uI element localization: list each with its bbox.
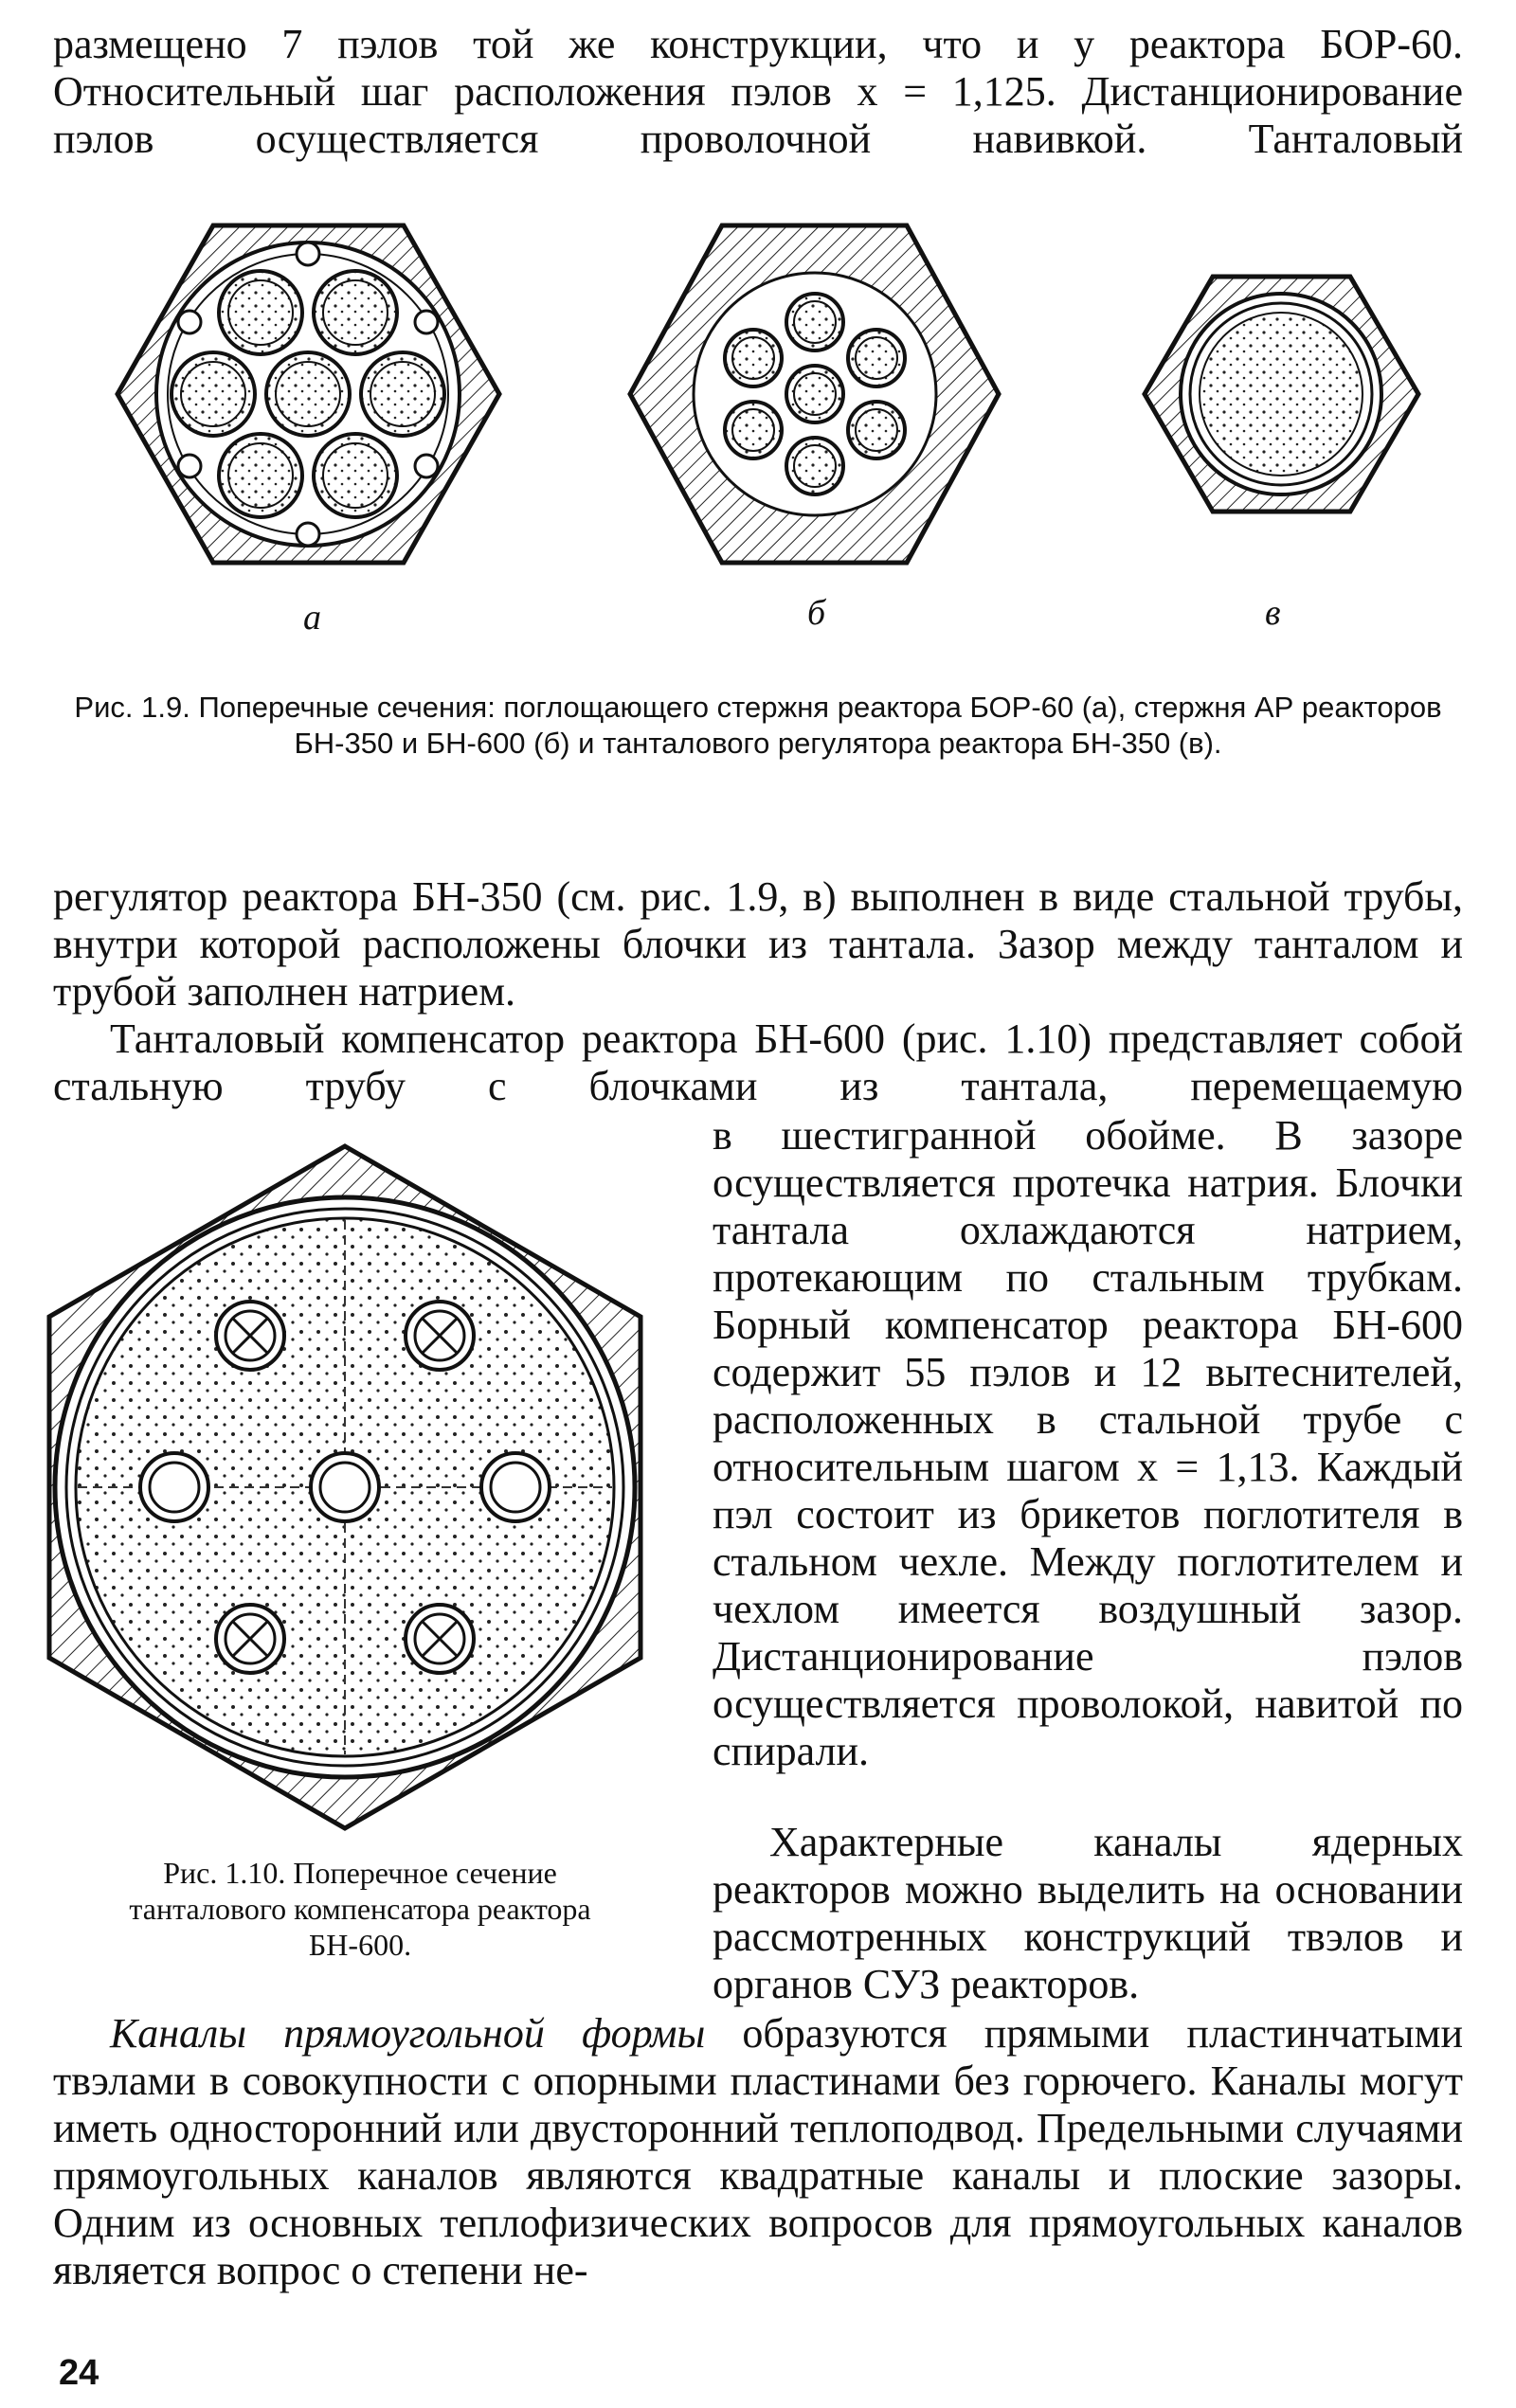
section-b-drawing: [630, 225, 999, 563]
paragraph-final-text: образуются прямыми пластинчатыми твэлами в совокупности с опорными пластинами без горючего. Каналы могут иметь односторонний или двусторонний теплоподвод. Предельными случаями прямоугольных каналов являются квадратные каналы и плоские зазоры. Одним из основных теплофизических вопросов для прямоугольных каналов является вопрос о степени не-: [53, 2010, 1463, 2293]
paragraph-compensator-lead: Танталовый компенсатор реактора БН-600 (рис. 1.10) представляет собой стальную трубу с блочками из тантала, перемещаемую: [53, 1015, 1463, 1109]
figure-label-c: в: [1265, 593, 1281, 633]
page-number: 24: [59, 2353, 99, 2393]
paragraph-top: размещено 7 пэлов той же конструкции, что и у реактора БОР-60. Относительный шаг расположения пэлов x = 1,125. Дистанционирование пэлов осуществляется проволочной навивкой. Танталовый: [53, 21, 1463, 162]
figure-1-9-drawing: [0, 208, 1516, 644]
paragraph-side-text-2: Характерные каналы ядерных реакторов можно выделить на основании рассмотренных конструкций твэлов и органов СУЗ реакторов.: [713, 1819, 1463, 2007]
section-a-drawing: [117, 225, 499, 563]
emphasis-rectangular-channels: Каналы прямоугольной формы: [110, 2010, 706, 2057]
figure-1-9-caption: Рис. 1.9. Поперечные сечения: поглощающего стержня реактора БОР-60 (а), стержня АР реакторов БН-350 и БН-600 (б) и танталового регулятора реактора БН-350 (в).: [74, 691, 1442, 760]
paragraph-final: [53, 2010, 1463, 2294]
figure-1-10-drawing: [42, 1139, 648, 1840]
figure-label-a: а: [303, 598, 321, 638]
figure-1-10-caption: Рис. 1.10. Поперечное сечение танталового компенсатора реактора БН-600.: [129, 1856, 591, 1962]
paragraph-after-fig9: регулятор реактора БН-350 (см. рис. 1.9, в) выполнен в виде стальной трубы, внутри которой расположены блочки из тантала. Зазор между танталом и трубой заполнен натрием.: [53, 873, 1463, 1015]
section-c-drawing: [1145, 277, 1418, 512]
figure-label-b: б: [807, 593, 826, 633]
paragraph-side-text: в шестигранной обойме. В зазоре осуществляется протечка натрия. Блочки тантала охлаждаются натрием, протекающим по стальным трубкам. Борный компенсатор реактора БН-600 содержит 55 пэлов и 12 вытеснителей, расположенных в стальной трубе с относительным шагом x = 1,13. Каждый пэл состоит из брикетов поглотителя в стальном чехле. Между поглотителем и чехлом имеется воздушный зазор. Дистанционирование пэлов осуществляется проволокой, навитой по спирали.: [713, 1112, 1463, 1774]
